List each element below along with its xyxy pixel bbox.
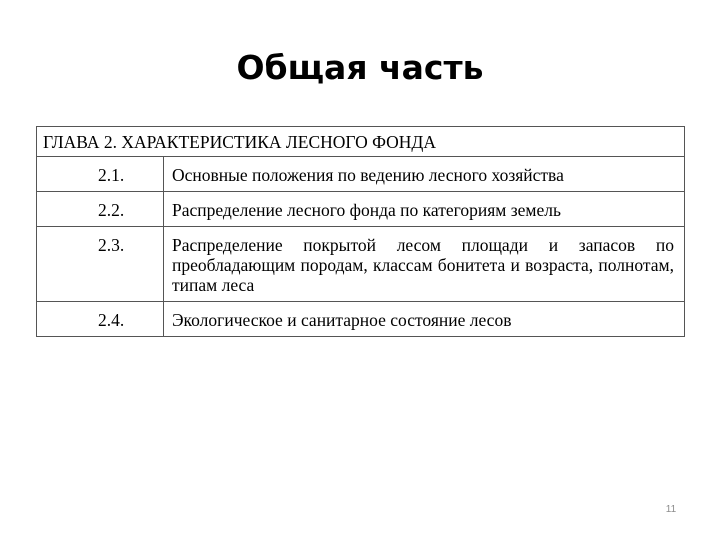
- chapter-row: [37, 127, 685, 157]
- slide-title: Общая часть: [236, 48, 484, 87]
- section-title: Основные положения по ведению лесного хозяйства: [164, 157, 685, 192]
- indent-cell: [37, 157, 89, 192]
- section-number: 2.3.: [88, 227, 164, 302]
- section-title: Распределение покрытой лесом площади и запасов по преобладающим породам, классам бонитета и возраста, полнотам, типам леса: [164, 227, 685, 302]
- chapter-heading: ГЛАВА 2. ХАРАКТЕРИСТИКА ЛЕСНОГО ФОНДА: [37, 127, 685, 157]
- section-number: 2.1.: [88, 157, 164, 192]
- table-row: [37, 302, 685, 337]
- table-row: [37, 227, 685, 302]
- indent-cell: [37, 227, 89, 302]
- page-number: 11: [665, 504, 677, 515]
- table-row: [37, 192, 685, 227]
- table-row: [37, 157, 685, 192]
- section-number: 2.2.: [88, 192, 164, 227]
- indent-cell: [37, 192, 89, 227]
- section-title: Экологическое и санитарное состояние лесов: [164, 302, 685, 337]
- indent-cell: [37, 302, 89, 337]
- section-number: 2.4.: [88, 302, 164, 337]
- section-title: Распределение лесного фонда по категориям земель: [164, 192, 685, 227]
- contents-table: [36, 126, 685, 337]
